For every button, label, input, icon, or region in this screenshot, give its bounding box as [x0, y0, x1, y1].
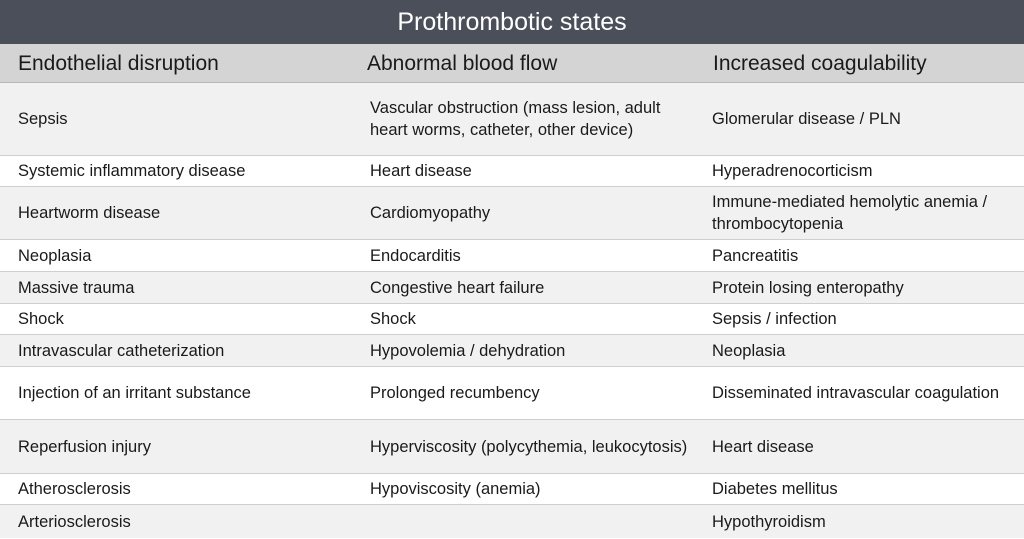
- table-cell: Immune-mediated hemolytic anemia / thrombocytopenia: [712, 193, 988, 233]
- table-row: [0, 272, 1024, 304]
- table-cell: Shock: [370, 310, 416, 328]
- table-cell: Pancreatitis: [712, 246, 799, 265]
- table-cell: Hyperadrenocorticism: [712, 162, 873, 180]
- table-cell: Hypothyroidism: [712, 512, 826, 531]
- header-abnormal-blood-flow: Abnormal blood flow: [367, 52, 558, 75]
- table-header-row: [0, 44, 1024, 83]
- table-row: [0, 83, 1024, 156]
- table-cell: Heartworm disease: [18, 204, 161, 222]
- table-cell: Intravascular catheterization: [18, 341, 225, 360]
- table-cell: Systemic inflammatory disease: [18, 162, 246, 180]
- table-row: [0, 240, 1024, 272]
- table-cell: Neoplasia: [18, 246, 92, 265]
- table-cell: Hypoviscosity (anemia): [370, 480, 541, 498]
- table-cell: Heart disease: [370, 162, 472, 180]
- table-row: [0, 335, 1024, 367]
- table-title: Prothrombotic states: [0, 0, 1024, 44]
- table-cell: Shock: [18, 310, 64, 328]
- table-row: [0, 304, 1024, 335]
- table-body: [0, 83, 1024, 538]
- header-increased-coagulability: Increased coagulability: [713, 52, 927, 75]
- table-cell: Heart disease: [712, 437, 814, 456]
- table-cell: Injection of an irritant substance: [18, 384, 251, 402]
- table-cell: Diabetes mellitus: [712, 480, 838, 498]
- table-row: [0, 505, 1024, 538]
- table-row: [0, 187, 1024, 240]
- table-cell: Endocarditis: [370, 246, 461, 265]
- table-row: [0, 367, 1024, 420]
- table-cell: Disseminated intravascular coagulation: [712, 384, 1000, 402]
- table-cell: Atherosclerosis: [18, 480, 131, 498]
- table-row: [0, 420, 1024, 474]
- table-cell: Glomerular disease / PLN: [712, 110, 901, 128]
- table-cell: Cardiomyopathy: [370, 204, 491, 222]
- table-cell: Vascular obstruction (mass lesion, adult heart worms, catheter, other device): [370, 99, 661, 139]
- table-cell: Sepsis / infection: [712, 310, 837, 328]
- table-cell: Arteriosclerosis: [18, 512, 131, 531]
- table-cell: Massive trauma: [18, 278, 135, 297]
- table-cell: Sepsis: [18, 110, 68, 128]
- table-row: [0, 474, 1024, 505]
- header-endothelial-disruption: Endothelial disruption: [18, 52, 219, 75]
- table-cell: Hypovolemia / dehydration: [370, 341, 566, 360]
- table-cell: Neoplasia: [712, 341, 786, 360]
- table-cell: Protein losing enteropathy: [712, 278, 904, 297]
- table-cell: Reperfusion injury: [18, 437, 151, 456]
- table-row: [0, 156, 1024, 187]
- table-cell: Congestive heart failure: [370, 278, 545, 297]
- table-cell: Hyperviscosity (polycythemia, leukocytosis): [370, 437, 688, 456]
- table-cell: [370, 505, 690, 538]
- table-cell: Prolonged recumbency: [370, 384, 540, 402]
